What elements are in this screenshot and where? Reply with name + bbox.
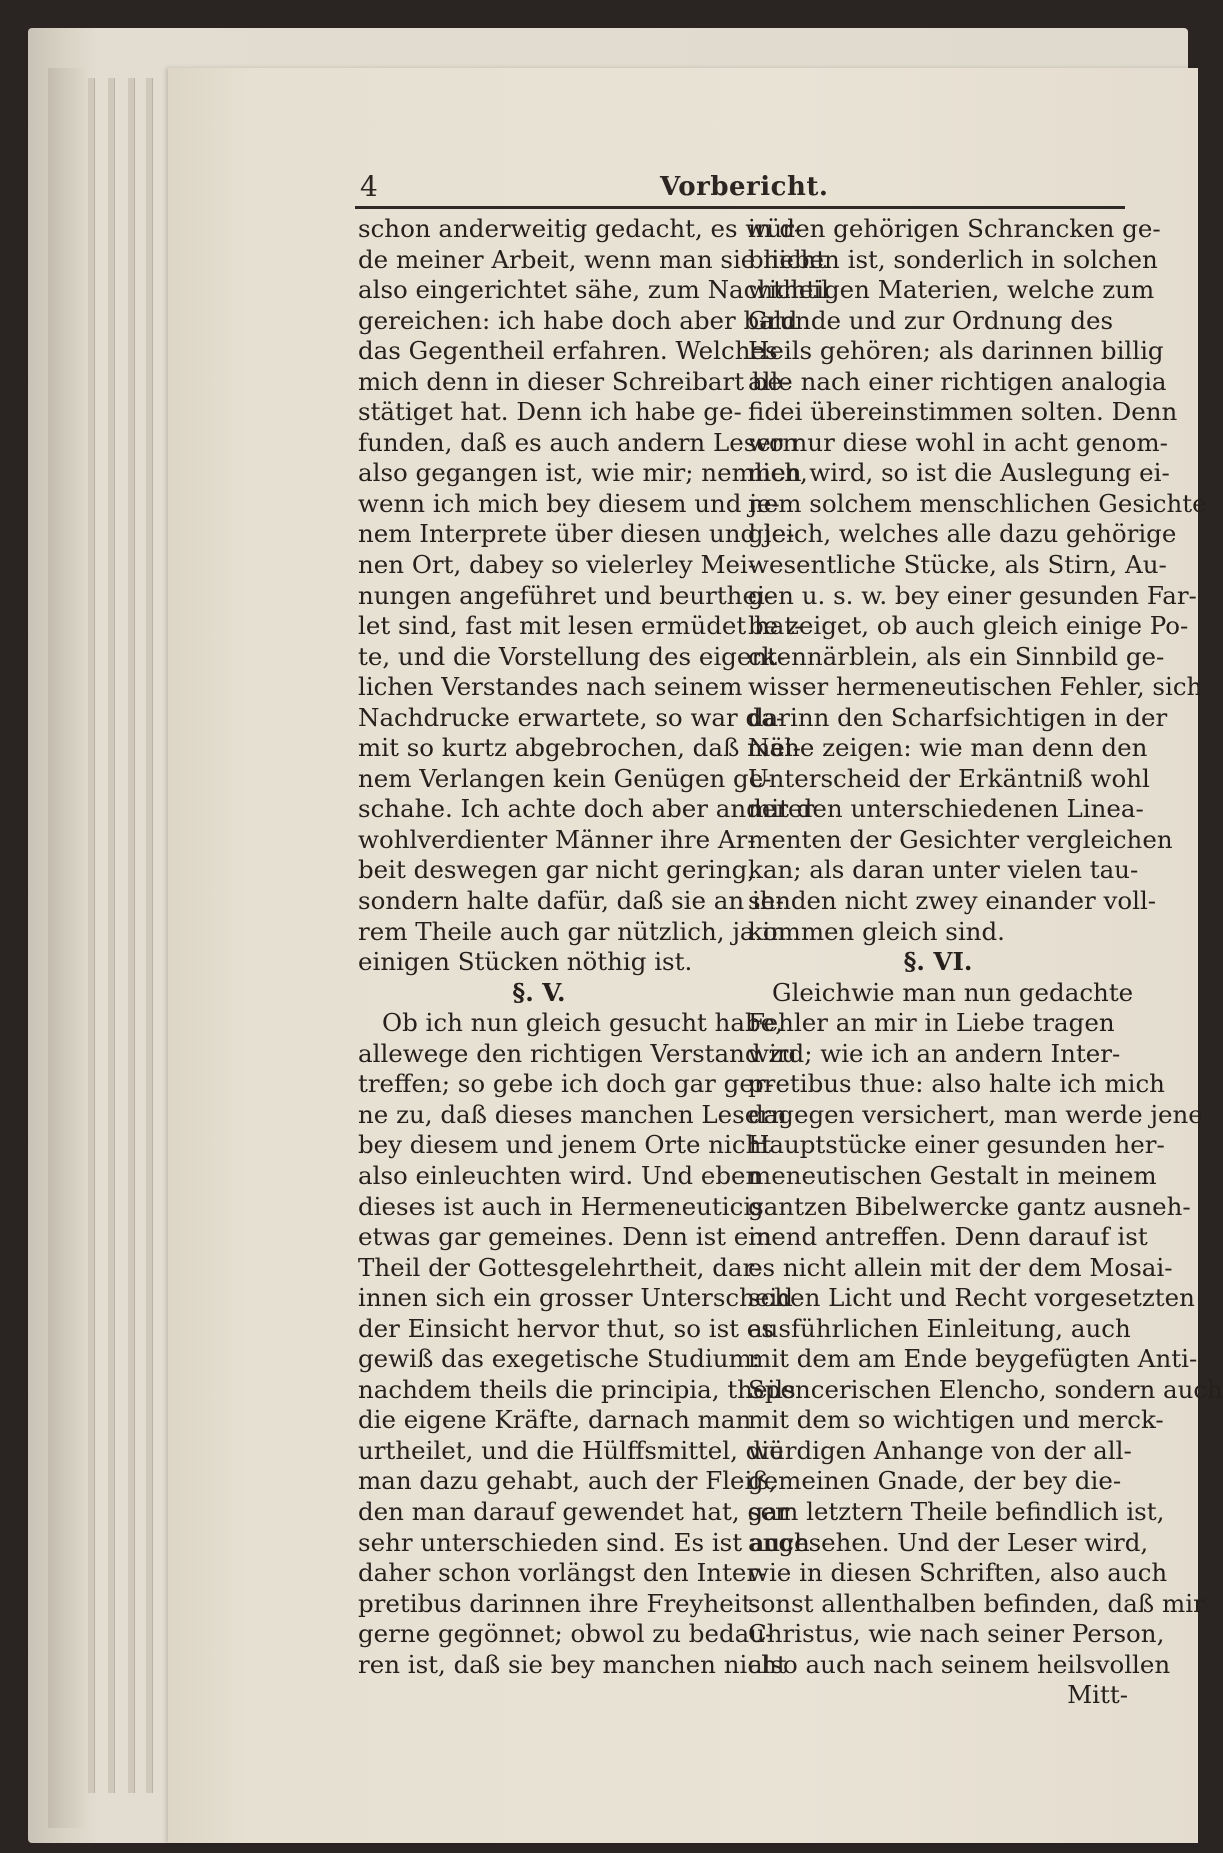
text-line: wenn ich mich bey diesem und je- bbox=[358, 488, 780, 518]
text-line: dagegen versichert, man werde jene bbox=[748, 1099, 1203, 1129]
text-line: Christus, wie nach seiner Person, bbox=[748, 1619, 1165, 1649]
text-line: gemeinen Gnade, der bey die- bbox=[748, 1466, 1122, 1496]
text-line: menten der Gesichter vergleichen bbox=[748, 824, 1173, 854]
text-line: nen Ort, dabey so vielerley Mei- bbox=[358, 550, 757, 580]
text-line: pretibus thue: also halte ich mich bbox=[748, 1069, 1165, 1099]
text-line: wird; wie ich an andern Inter- bbox=[748, 1038, 1121, 1068]
running-title: Vorbericht. bbox=[660, 172, 829, 202]
text-line: treffen; so gebe ich doch gar ger- bbox=[358, 1069, 774, 1099]
text-line: nungen angeführet und beurthei- bbox=[358, 580, 774, 610]
text-line: mit dem so wichtigen und merck- bbox=[748, 1405, 1164, 1435]
text-line: also eingerichtet sähe, zum Nachtheil bbox=[358, 275, 829, 305]
text-line: gleich, welches alle dazu gehörige bbox=[748, 519, 1177, 549]
page-edge bbox=[128, 78, 135, 1793]
text-line: daher schon vorlängst den Inter- bbox=[358, 1558, 767, 1588]
text-line: stätiget hat. Denn ich habe ge- bbox=[358, 397, 742, 427]
text-line: be zeiget, ob auch gleich einige Po- bbox=[748, 611, 1189, 641]
text-line: in den gehörigen Schrancken ge- bbox=[748, 214, 1161, 243]
text-line: Gleichwie man nun gedachte bbox=[772, 977, 1134, 1007]
text-line: also einleuchten wird. Und eben bbox=[358, 1160, 762, 1190]
text-line: nem Interprete über diesen und je- bbox=[358, 519, 795, 549]
text-line: gerne gegönnet; obwol zu bedau- bbox=[358, 1619, 774, 1649]
text-line: Nachdrucke erwartete, so war da- bbox=[358, 702, 785, 732]
text-line: Grunde und zur Ordnung des bbox=[748, 305, 1114, 335]
text-line: gereichen: ich habe doch aber bald bbox=[358, 305, 798, 335]
text-line: innen sich ein grosser Unterscheid bbox=[358, 1283, 793, 1313]
text-line: gen u. s. w. bey einer gesunden Far- bbox=[748, 580, 1197, 610]
text-line: also auch nach seinem heilsvollen bbox=[748, 1649, 1171, 1679]
text-line: schen Licht und Recht vorgesetzten bbox=[748, 1283, 1195, 1313]
text-line: Fehler an mir in Liebe tragen bbox=[748, 1008, 1115, 1038]
text-line: ne zu, daß dieses manchen Lesern bbox=[358, 1099, 787, 1129]
text-line: kommen gleich sind. bbox=[748, 916, 1005, 946]
text-line: kan; als daran unter vielen tau- bbox=[748, 855, 1139, 885]
text-line: Unterscheid der Erkäntniß wohl bbox=[748, 763, 1150, 793]
text-line: wohlverdienter Männer ihre Ar- bbox=[358, 824, 756, 854]
left-text-column bbox=[358, 214, 829, 1680]
text-line: Hauptstücke einer gesunden her- bbox=[748, 1130, 1165, 1160]
text-line: schahe. Ich achte doch aber anderer bbox=[358, 794, 815, 824]
text-line: men wird, so ist die Auslegung ei- bbox=[748, 458, 1170, 488]
text-line: die eigene Kräfte, darnach man bbox=[358, 1405, 752, 1435]
text-line: Heils gehören; als darinnen billig bbox=[748, 336, 1164, 366]
text-line: nachdem theils die principia, theils bbox=[358, 1374, 796, 1404]
text-line: allewege den richtigen Verstand zu bbox=[358, 1038, 798, 1068]
text-line: ausführlichen Einleitung, auch bbox=[748, 1313, 1131, 1343]
text-line: Nähe zeigen: wie man denn den bbox=[748, 733, 1148, 763]
page-header bbox=[360, 170, 1140, 210]
page-number: 4 bbox=[360, 170, 378, 203]
text-line: nem Verlangen kein Genügen ge- bbox=[358, 763, 772, 793]
page-edge bbox=[146, 78, 153, 1793]
text-line: ren ist, daß sie bey manchen nicht bbox=[358, 1649, 787, 1679]
page-edge bbox=[88, 78, 95, 1793]
text-line: beit deswegen gar nicht gering, bbox=[358, 855, 756, 885]
text-line: man dazu gehabt, auch der Fleiß, bbox=[358, 1466, 777, 1496]
text-line: funden, daß es auch andern Lesern bbox=[358, 427, 799, 457]
text-line: bey diesem und jenem Orte nicht bbox=[358, 1130, 772, 1160]
text-line: ckennärblein, als ein Sinnbild ge- bbox=[748, 641, 1165, 671]
text-line: Mitt- bbox=[1067, 1680, 1128, 1710]
text-line: fidei übereinstimmen solten. Denn bbox=[748, 397, 1178, 427]
page-shadow bbox=[48, 68, 88, 1828]
text-line: darinn den Scharfsichtigen in der bbox=[748, 702, 1168, 732]
text-line: etwas gar gemeines. Denn ist ein bbox=[358, 1222, 772, 1252]
text-line: schon anderweitig gedacht, es wür- bbox=[358, 214, 803, 243]
text-line: sonst allenthalben befinden, daß mir bbox=[748, 1588, 1205, 1618]
text-line: rem Theile auch gar nützlich, ja in bbox=[358, 916, 786, 946]
text-line: mich denn in dieser Schreibart be- bbox=[358, 366, 791, 396]
text-line: mit so kurtz abgebrochen, daß mei- bbox=[358, 733, 801, 763]
text-line: alle nach einer richtigen analogia bbox=[748, 366, 1167, 396]
text-line: let sind, fast mit lesen ermüdet hat- bbox=[358, 611, 803, 641]
text-line: nem solchem menschlichen Gesichte bbox=[748, 488, 1207, 518]
text-line: senden nicht zwey einander voll- bbox=[748, 886, 1157, 916]
text-line: würdigen Anhange von der all- bbox=[748, 1435, 1132, 1465]
text-line: wesentliche Stücke, als Stirn, Au- bbox=[748, 550, 1167, 580]
text-line: den man darauf gewendet hat, gar bbox=[358, 1496, 790, 1526]
text-line: es nicht allein mit der dem Mosai- bbox=[748, 1252, 1173, 1282]
text-line: sehr unterschieden sind. Es ist auch bbox=[358, 1527, 810, 1557]
page-edge bbox=[108, 78, 115, 1793]
text-line: lichen Verstandes nach seinem bbox=[358, 672, 743, 702]
text-line: einigen Stücken nöthig ist. bbox=[358, 947, 693, 977]
section-heading: §. V. bbox=[512, 977, 566, 1007]
text-line: also gegangen ist, wie mir; nemlich, bbox=[358, 458, 808, 488]
section-heading: §. VI. bbox=[903, 947, 973, 977]
text-line: urtheilet, und die Hülffsmittel, die bbox=[358, 1435, 784, 1465]
text-line: angesehen. Und der Leser wird, bbox=[748, 1527, 1149, 1557]
right-text-column bbox=[748, 214, 1223, 1711]
text-line: gewiß das exegetische Studium: bbox=[358, 1344, 761, 1374]
text-line: wichtigen Materien, welche zum bbox=[748, 275, 1155, 305]
text-line: das Gegentheil erfahren. Welches bbox=[358, 336, 778, 366]
header-rule bbox=[355, 206, 1125, 209]
text-line: dieses ist auch in Hermeneuticis bbox=[358, 1191, 764, 1221]
text-line: mend antreffen. Denn darauf ist bbox=[748, 1222, 1148, 1252]
text-line: Ob ich nun gleich gesucht habe, bbox=[382, 1008, 783, 1038]
text-line: wo nur diese wohl in acht genom- bbox=[748, 427, 1168, 457]
text-line: wisser hermeneutischen Fehler, sich bbox=[748, 672, 1203, 702]
text-line: der Einsicht hervor thut, so ist es bbox=[358, 1313, 774, 1343]
text-line: Spencerischen Elencho, sondern auch bbox=[748, 1374, 1223, 1404]
text-line: sondern halte dafür, daß sie an ih- bbox=[358, 886, 784, 916]
text-line: wie in diesen Schriften, also auch bbox=[748, 1558, 1168, 1588]
text-line: sem letztern Theile befindlich ist, bbox=[748, 1496, 1165, 1526]
text-line: de meiner Arbeit, wenn man sie nicht bbox=[358, 244, 827, 274]
text-line: te, und die Vorstellung des eigent- bbox=[358, 641, 786, 671]
text-line: gantzen Bibelwercke gantz ausneh- bbox=[748, 1191, 1191, 1221]
text-line: pretibus darinnen ihre Freyheit bbox=[358, 1588, 752, 1618]
text-line: mit dem am Ende beygefügten Anti- bbox=[748, 1344, 1198, 1374]
text-line: meneutischen Gestalt in meinem bbox=[748, 1160, 1157, 1190]
text-line: Theil der Gottesgelehrtheit, dar- bbox=[358, 1252, 763, 1282]
text-line: blieben ist, sonderlich in solchen bbox=[748, 244, 1158, 274]
text-line: mit den unterschiedenen Linea- bbox=[748, 794, 1144, 824]
